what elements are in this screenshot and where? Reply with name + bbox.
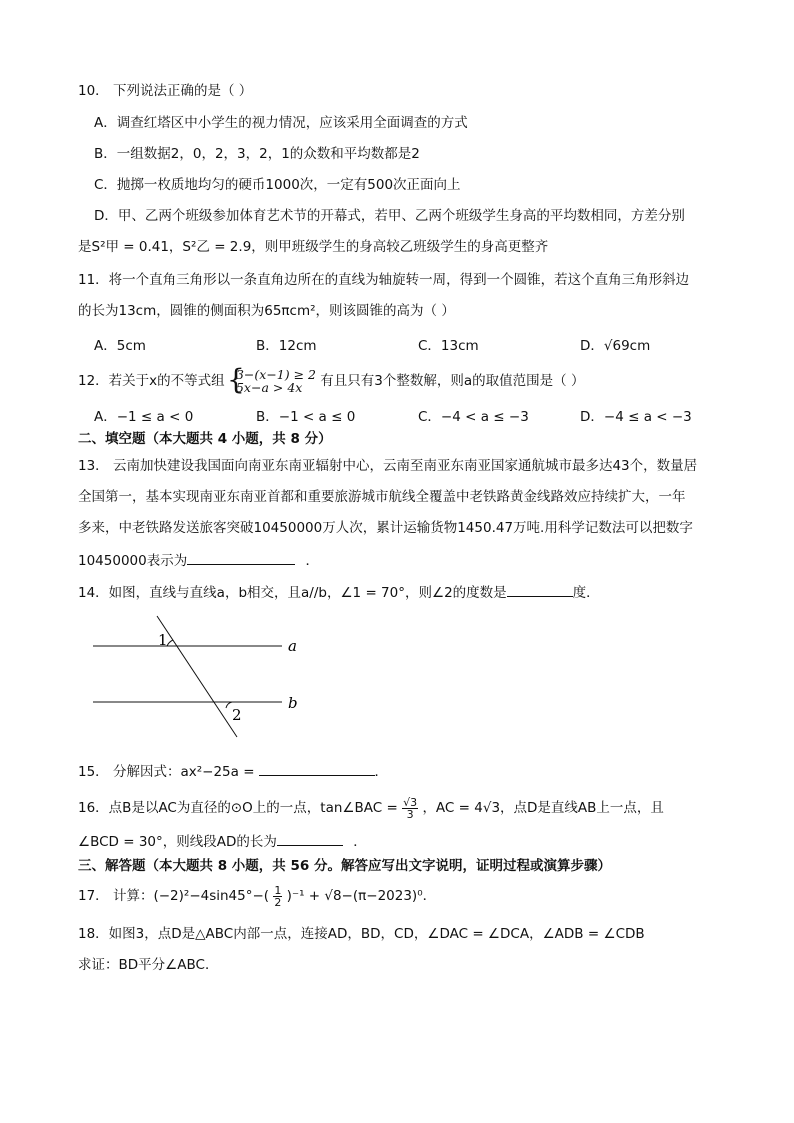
q13-line2: 全国第一，基本实现南亚东南亚首都和重要旅游城市航线全覆盖中老铁路黄金线路效应持续扩大，一年 xyxy=(78,489,686,505)
q12-option-d: D．−4 ≤ a < −3 xyxy=(580,409,692,425)
q10-option-d-line2: 是S²甲 = 0.41，S²乙 = 2.9，则甲班级学生的身高较乙班级学生的身高更整齐 xyxy=(78,239,549,255)
q14-figure xyxy=(80,605,320,745)
q13-line3: 多来，中老铁路发送旅客突破10450000万人次，累计运输货物1450.47万吨.用科学记数法可以把数字 xyxy=(78,520,693,536)
q17-stem-post: )⁻¹ + √8−(π−2023)⁰． xyxy=(286,888,437,904)
q10-option-a: A．调查红塔区中小学生的视力情况，应该采用全面调查的方式 xyxy=(94,115,468,131)
q17-fraction-denominator: 2 xyxy=(274,895,282,909)
q11-stem-line2: 的长为13cm，圆锥的侧面积为65πcm²，则该圆锥的高为（ ） xyxy=(78,303,455,319)
q11-option-a: A．5cm xyxy=(94,338,146,354)
q12-option-a: A．−1 ≤ a < 0 xyxy=(94,409,194,425)
section-3-heading: 三、解答题（本大题共 8 小题，共 56 分。解答应写出文字说明，证明过程或演算步骤） xyxy=(78,858,611,874)
q16-line2 xyxy=(78,831,367,851)
q17-stem xyxy=(78,882,436,910)
q17-fraction-numerator: 1 xyxy=(274,883,282,897)
q12-inequality-2: 5x−a > 4x xyxy=(235,380,303,395)
q14-stem xyxy=(78,582,600,602)
q11-option-d: D．√69cm xyxy=(580,338,651,354)
q14-answer-blank[interactable] xyxy=(507,582,573,597)
q10-option-c: C．抛掷一枚质地均匀的硬币1000次，一定有500次正面向上 xyxy=(94,177,461,193)
q14-stem-post: 度． xyxy=(572,585,600,601)
q12-inequality-system xyxy=(229,368,316,394)
q15-answer-blank[interactable] xyxy=(259,761,375,776)
q13-answer-blank[interactable] xyxy=(187,550,295,565)
q16-fraction-numerator: √3 xyxy=(403,795,418,809)
line-b-label: b xyxy=(288,694,298,712)
transversal-line xyxy=(157,616,237,737)
q16-answer-blank[interactable] xyxy=(277,831,343,846)
section-2-heading: 二、填空题（本大题共 4 小题，共 8 分） xyxy=(78,431,332,447)
q12-option-b: B．−1 < a ≤ 0 xyxy=(256,409,356,425)
q17-stem-pre: 17． 计算：(−2)²−4sin45°−( xyxy=(78,888,270,904)
q16-line2-pre: ∠BCD = 30°，则线段AD的长为 xyxy=(78,834,277,850)
q13-line1: 13． 云南加快建设我国面向南亚东南亚辐射中心，云南至南亚东南亚国家通航城市最多达43个，数量居 xyxy=(78,458,698,474)
q18-line1: 18．如图3，点D是△ABC内部一点，连接AD，BD，CD，∠DAC = ∠DCA，∠ADB = ∠CDB xyxy=(78,926,645,942)
line-a-label: a xyxy=(288,637,297,655)
q12-option-c: C．−4 < a ≤ −3 xyxy=(418,409,529,425)
q15-stem-post: ． xyxy=(374,764,389,780)
angle-1-arc xyxy=(167,640,173,646)
q11-option-c: C．13cm xyxy=(418,338,479,354)
q11-stem-line1: 11．将一个直角三角形以一条直角边所在的直线为轴旋转一周，得到一个圆锥，若这个直角三角形斜边 xyxy=(78,272,690,288)
q16-line1-pre: 16．点B是以AC为直径的⊙O上的一点，tan∠BAC = xyxy=(78,800,398,816)
q13-line4-pre: 10450000表示为 xyxy=(78,553,188,569)
q16-line1-post: ，AC = 4√3，点D是直线AB上一点，且 xyxy=(422,800,664,816)
q10-option-d-line1: D．甲、乙两个班级参加体育艺术节的开幕式，若甲、乙两个班级学生身高的平均数相同，方差分别 xyxy=(94,208,685,224)
q12-inequality-1: { 3−(x−1) ≥ 2 xyxy=(235,367,316,382)
q15-stem-pre: 15． 分解因式：ax²−25a = xyxy=(78,764,255,780)
q10-option-b: B．一组数据2，0，2，3，2，1的众数和平均数都是2 xyxy=(94,146,420,162)
q18-line2: 求证：BD平分∠ABC． xyxy=(78,957,219,973)
angle-2-label: 2 xyxy=(232,706,242,724)
q16-fraction-denominator: 3 xyxy=(406,807,414,821)
q12-stem xyxy=(78,368,584,394)
q11-option-b: B．12cm xyxy=(256,338,317,354)
q17-fraction xyxy=(273,885,282,908)
q16-line1 xyxy=(78,794,664,822)
angle-1-label: 1 xyxy=(158,631,168,649)
q16-fraction xyxy=(402,797,418,820)
q12-stem-post: 有且只有3个整数解，则a的取值范围是（ ） xyxy=(320,373,585,389)
q16-line2-post: ． xyxy=(353,834,367,850)
q13-line4 xyxy=(78,550,319,570)
q15-stem xyxy=(78,761,388,781)
q12-stem-pre: 12．若关于x的不等式组 xyxy=(78,373,225,389)
q10-stem: 10． 下列说法正确的是（ ） xyxy=(78,83,253,99)
q14-stem-pre: 14．如图，直线与直线a，b相交，且a//b，∠1 = 70°，则∠2的度数是 xyxy=(78,585,507,601)
q13-line4-post: ． xyxy=(305,553,320,569)
